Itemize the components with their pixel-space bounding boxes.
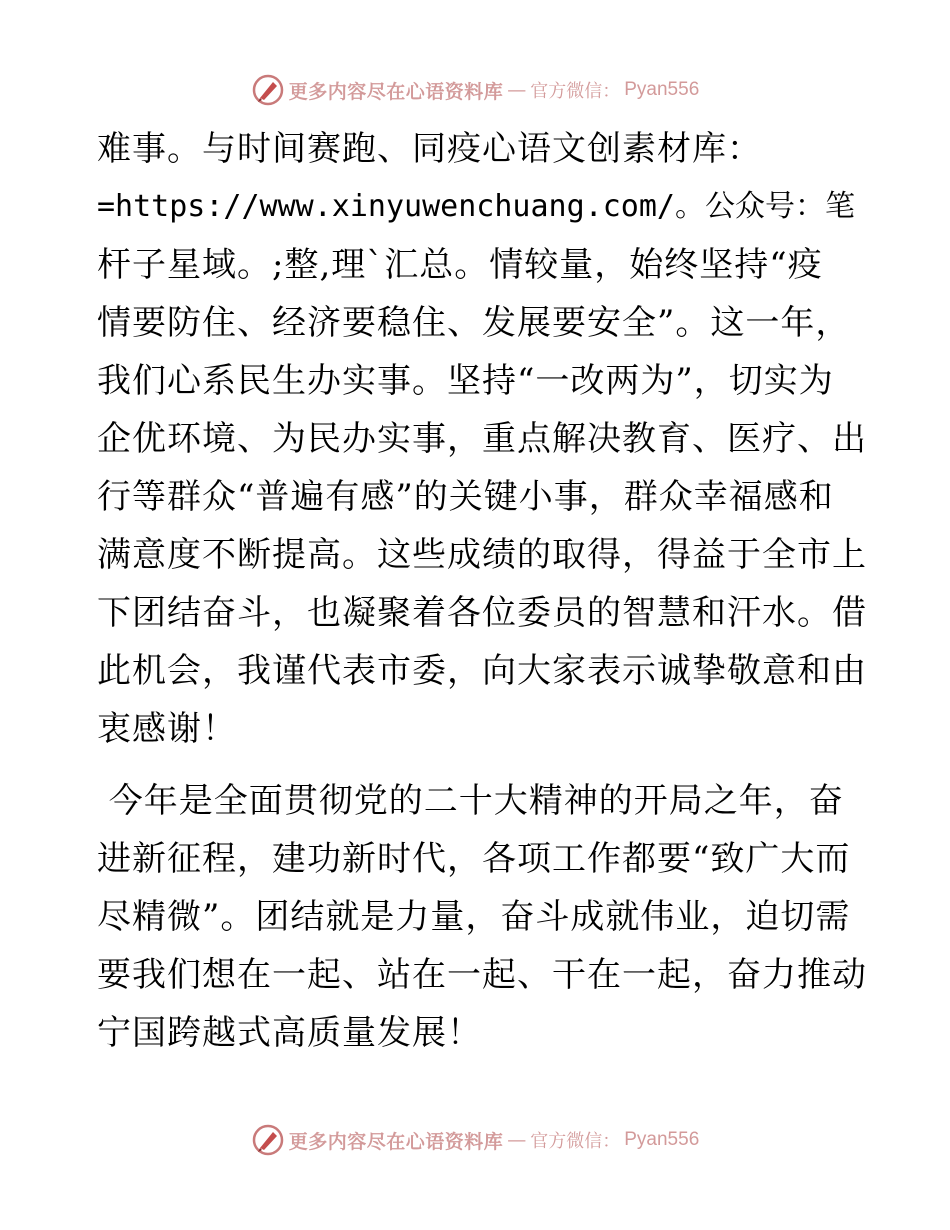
- banner-wechat-label: 官方微信：: [530, 81, 621, 102]
- header-banner: [0, 70, 950, 110]
- text-line: 难事。与时间赛跑、同疫心语文创素材库：: [97, 129, 762, 169]
- paragraph-spacer: [97, 758, 857, 772]
- text-line: 行等群众“普遍有感”的关键小事，群众幸福感和: [97, 477, 834, 517]
- paragraph-1: [97, 120, 867, 758]
- banner-wechat-id: Pyan556: [624, 79, 700, 100]
- footer-banner: [0, 1120, 950, 1160]
- text-line: 我们心系民生办实事。坚持“一改两为”，切实为: [97, 361, 834, 401]
- text-line: 今年是全面贯彻党的二十大精神的开局之年，奋: [97, 781, 844, 821]
- banner-separator: —: [507, 1129, 527, 1151]
- text-line: 尽精微”。团结就是力量，奋斗成就伟业，迫切需: [97, 897, 851, 937]
- banner-separator: —: [507, 79, 527, 101]
- document-body: [97, 120, 867, 1062]
- banner-title: 更多内容尽在心语资料库: [288, 1130, 504, 1153]
- text-line: 宁国跨越式高质量发展！: [97, 1013, 482, 1053]
- text-line: =https://www.xinyuwenchuang.com/。公众号：笔: [97, 189, 855, 224]
- paragraph-2: [97, 772, 867, 1062]
- text-line: 要我们想在一起、站在一起、干在一起，奋力推动: [97, 955, 867, 995]
- text-line: 企优环境、为民办实事，重点解决教育、医疗、出: [97, 419, 867, 459]
- text-line: 情要防住、经济要稳住、发展要安全”。这一年，: [97, 303, 851, 343]
- text-line: 此机会，我谨代表市委，向大家表示诚挚敬意和由: [97, 651, 867, 691]
- text-line: 下团结奋斗，也凝聚着各位委员的智慧和汗水。借: [97, 593, 867, 633]
- pen-nib-logo-icon: [251, 1123, 285, 1157]
- text-line: 衷感谢！: [97, 709, 237, 749]
- text-line: 进新征程，建功新时代，各项工作都要“致广大而: [97, 839, 851, 879]
- text-line: 杆子星域。;整,理`汇总。情较量，始终坚持“疫: [97, 245, 823, 285]
- pen-nib-logo-icon: [251, 73, 285, 107]
- banner-wechat-id: Pyan556: [624, 1129, 700, 1150]
- text-line: 满意度不断提高。这些成绩的取得，得益于全市上: [97, 535, 867, 575]
- banner-title: 更多内容尽在心语资料库: [288, 80, 504, 103]
- banner-wechat-label: 官方微信：: [530, 1131, 621, 1152]
